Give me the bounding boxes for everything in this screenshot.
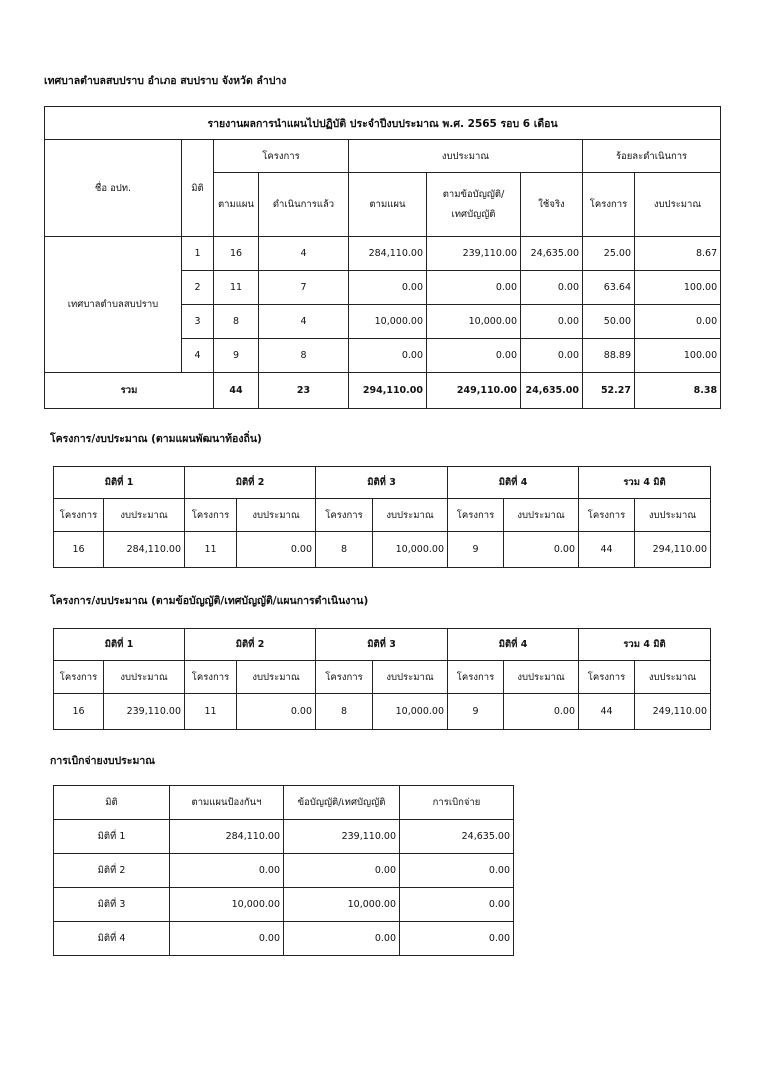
group-total: รวม 4 มิติ xyxy=(579,467,711,499)
row-bylaw: 0.00 xyxy=(427,339,521,373)
row-plan: 0.00 xyxy=(170,922,284,956)
total-plan: 44 xyxy=(214,373,259,409)
row-pct-budget: 0.00 xyxy=(635,305,721,339)
row-done: 4 xyxy=(259,305,349,339)
total-done: 23 xyxy=(259,373,349,409)
header-bylaw: ข้อบัญญัติ/เทศบัญญัติ xyxy=(284,786,400,820)
value-projects: 11 xyxy=(185,532,237,568)
row-used: 0.00 xyxy=(521,305,583,339)
header-pct-budget: งบประมาณ xyxy=(635,173,721,237)
section-title-bylaw: โครงการ/งบประมาณ (ตามข้อบัญญัติ/เทศบัญญัติ/แผนการดำเนินงาน) xyxy=(50,595,369,607)
value-budget: 0.00 xyxy=(504,694,579,730)
value-budget: 0.00 xyxy=(237,694,316,730)
row-dim: มิติที่ 1 xyxy=(54,820,170,854)
value-budget: 0.00 xyxy=(504,532,579,568)
group-dim-3: มิติที่ 3 xyxy=(316,629,448,661)
section-title-disbursement: การเบิกจ่ายงบประมาณ xyxy=(50,755,155,767)
header-projects: โครงการ xyxy=(214,140,349,173)
row-spent: 24,635.00 xyxy=(400,820,514,854)
group-dim-2: มิติที่ 2 xyxy=(185,629,316,661)
value-budget: 0.00 xyxy=(237,532,316,568)
group-dim-4: มิติที่ 4 xyxy=(448,467,579,499)
header-done: ดำเนินการแล้ว xyxy=(259,173,349,237)
row-plan: 8 xyxy=(214,305,259,339)
row-done: 7 xyxy=(259,271,349,305)
report-title: รายงานผลการนำแผนไปปฏิบัติ ประจำปีงบประมาณ พ.ศ. 2565 รอบ 6 เดือน xyxy=(45,107,721,140)
header-dimension: มิติ xyxy=(54,786,170,820)
header-plan: ตามแผน xyxy=(214,173,259,237)
row-used: 0.00 xyxy=(521,271,583,305)
sub-projects: โครงการ xyxy=(579,499,635,532)
row-used: 0.00 xyxy=(521,339,583,373)
org-name: เทศบาลตำบลสบปราบ xyxy=(45,237,182,373)
row-budget-plan: 0.00 xyxy=(349,271,427,305)
sub-budget: งบประมาณ xyxy=(373,661,448,694)
value-budget: 249,110.00 xyxy=(635,694,711,730)
row-done: 4 xyxy=(259,237,349,271)
row-bylaw: 0.00 xyxy=(284,854,400,888)
row-spent: 0.00 xyxy=(400,922,514,956)
group-total: รวม 4 มิติ xyxy=(579,629,711,661)
sub-budget: งบประมาณ xyxy=(237,499,316,532)
header-budget: งบประมาณ xyxy=(349,140,583,173)
sub-projects: โครงการ xyxy=(54,661,104,694)
row-used: 24,635.00 xyxy=(521,237,583,271)
total-used: 24,635.00 xyxy=(521,373,583,409)
row-bylaw: 0.00 xyxy=(284,922,400,956)
total-pct-projects: 52.27 xyxy=(583,373,635,409)
sub-budget: งบประมาณ xyxy=(635,499,711,532)
header-bylaw: ตามข้อบัญญัติ/ เทศบัญญัติ xyxy=(427,173,521,237)
disbursement-table xyxy=(53,785,514,956)
group-dim-2: มิติที่ 2 xyxy=(185,467,316,499)
header-budget-plan: ตามแผน xyxy=(349,173,427,237)
header-percent: ร้อยละดำเนินการ xyxy=(583,140,721,173)
sub-projects: โครงการ xyxy=(185,661,237,694)
row-done: 8 xyxy=(259,339,349,373)
row-pct-projects: 25.00 xyxy=(583,237,635,271)
total-budget-plan: 294,110.00 xyxy=(349,373,427,409)
row-bylaw: 239,110.00 xyxy=(284,820,400,854)
total-label: รวม xyxy=(45,373,214,409)
row-pct-budget: 8.67 xyxy=(635,237,721,271)
sub-budget: งบประมาณ xyxy=(635,661,711,694)
sub-budget: งบประมาณ xyxy=(104,499,185,532)
total-pct-budget: 8.38 xyxy=(635,373,721,409)
row-budget-plan: 10,000.00 xyxy=(349,305,427,339)
value-budget: 284,110.00 xyxy=(104,532,185,568)
row-budget-plan: 284,110.00 xyxy=(349,237,427,271)
row-pct-projects: 50.00 xyxy=(583,305,635,339)
total-bylaw: 249,110.00 xyxy=(427,373,521,409)
row-dim: 4 xyxy=(182,339,214,373)
row-budget-plan: 0.00 xyxy=(349,339,427,373)
header-prevention-plan: ตามแผนป้องกันฯ xyxy=(170,786,284,820)
header-org: ชื่อ อปท. xyxy=(45,140,182,237)
row-plan: 16 xyxy=(214,237,259,271)
row-dim: มิติที่ 3 xyxy=(54,888,170,922)
row-bylaw: 10,000.00 xyxy=(427,305,521,339)
sub-budget: งบประมาณ xyxy=(237,661,316,694)
row-pct-budget: 100.00 xyxy=(635,339,721,373)
row-pct-budget: 100.00 xyxy=(635,271,721,305)
value-projects: 8 xyxy=(316,532,373,568)
row-plan: 11 xyxy=(214,271,259,305)
row-bylaw: 239,110.00 xyxy=(427,237,521,271)
value-budget: 294,110.00 xyxy=(635,532,711,568)
row-spent: 0.00 xyxy=(400,888,514,922)
value-budget: 239,110.00 xyxy=(104,694,185,730)
sub-projects: โครงการ xyxy=(316,499,373,532)
dev-plan-table xyxy=(53,466,711,568)
row-dim: มิติที่ 2 xyxy=(54,854,170,888)
row-plan: 10,000.00 xyxy=(170,888,284,922)
value-projects: 8 xyxy=(316,694,373,730)
sub-budget: งบประมาณ xyxy=(504,661,579,694)
value-projects: 11 xyxy=(185,694,237,730)
header-disbursement: การเบิกจ่าย xyxy=(400,786,514,820)
row-pct-projects: 63.64 xyxy=(583,271,635,305)
sub-budget: งบประมาณ xyxy=(104,661,185,694)
sub-budget: งบประมาณ xyxy=(373,499,448,532)
value-budget: 10,000.00 xyxy=(373,532,448,568)
row-dim: มิติที่ 4 xyxy=(54,922,170,956)
row-plan: 9 xyxy=(214,339,259,373)
sub-projects: โครงการ xyxy=(185,499,237,532)
sub-projects: โครงการ xyxy=(54,499,104,532)
sub-budget: งบประมาณ xyxy=(504,499,579,532)
section-title-dev-plan: โครงการ/งบประมาณ (ตามแผนพัฒนาท้องถิ่น) xyxy=(50,433,262,445)
sub-projects: โครงการ xyxy=(579,661,635,694)
group-dim-1: มิติที่ 1 xyxy=(54,629,185,661)
value-projects: 16 xyxy=(54,694,104,730)
row-plan: 284,110.00 xyxy=(170,820,284,854)
sub-projects: โครงการ xyxy=(316,661,373,694)
row-dim: 2 xyxy=(182,271,214,305)
page-heading: เทศบาลตำบลสบปราบ อำเภอ สบปราบ จังหวัด ลำปาง xyxy=(44,75,287,87)
group-dim-1: มิติที่ 1 xyxy=(54,467,185,499)
row-dim: 3 xyxy=(182,305,214,339)
value-projects: 9 xyxy=(448,532,504,568)
bylaw-table xyxy=(53,628,711,730)
value-projects: 9 xyxy=(448,694,504,730)
row-pct-projects: 88.89 xyxy=(583,339,635,373)
header-pct-projects: โครงการ xyxy=(583,173,635,237)
row-bylaw: 10,000.00 xyxy=(284,888,400,922)
header-used: ใช้จริง xyxy=(521,173,583,237)
value-projects: 44 xyxy=(579,532,635,568)
sub-projects: โครงการ xyxy=(448,499,504,532)
group-dim-4: มิติที่ 4 xyxy=(448,629,579,661)
value-projects: 16 xyxy=(54,532,104,568)
row-spent: 0.00 xyxy=(400,854,514,888)
value-projects: 44 xyxy=(579,694,635,730)
sub-projects: โครงการ xyxy=(448,661,504,694)
row-dim: 1 xyxy=(182,237,214,271)
group-dim-3: มิติที่ 3 xyxy=(316,467,448,499)
row-bylaw: 0.00 xyxy=(427,271,521,305)
header-dimension: มิติ xyxy=(182,140,214,237)
main-report-table xyxy=(44,106,721,409)
value-budget: 10,000.00 xyxy=(373,694,448,730)
row-plan: 0.00 xyxy=(170,854,284,888)
